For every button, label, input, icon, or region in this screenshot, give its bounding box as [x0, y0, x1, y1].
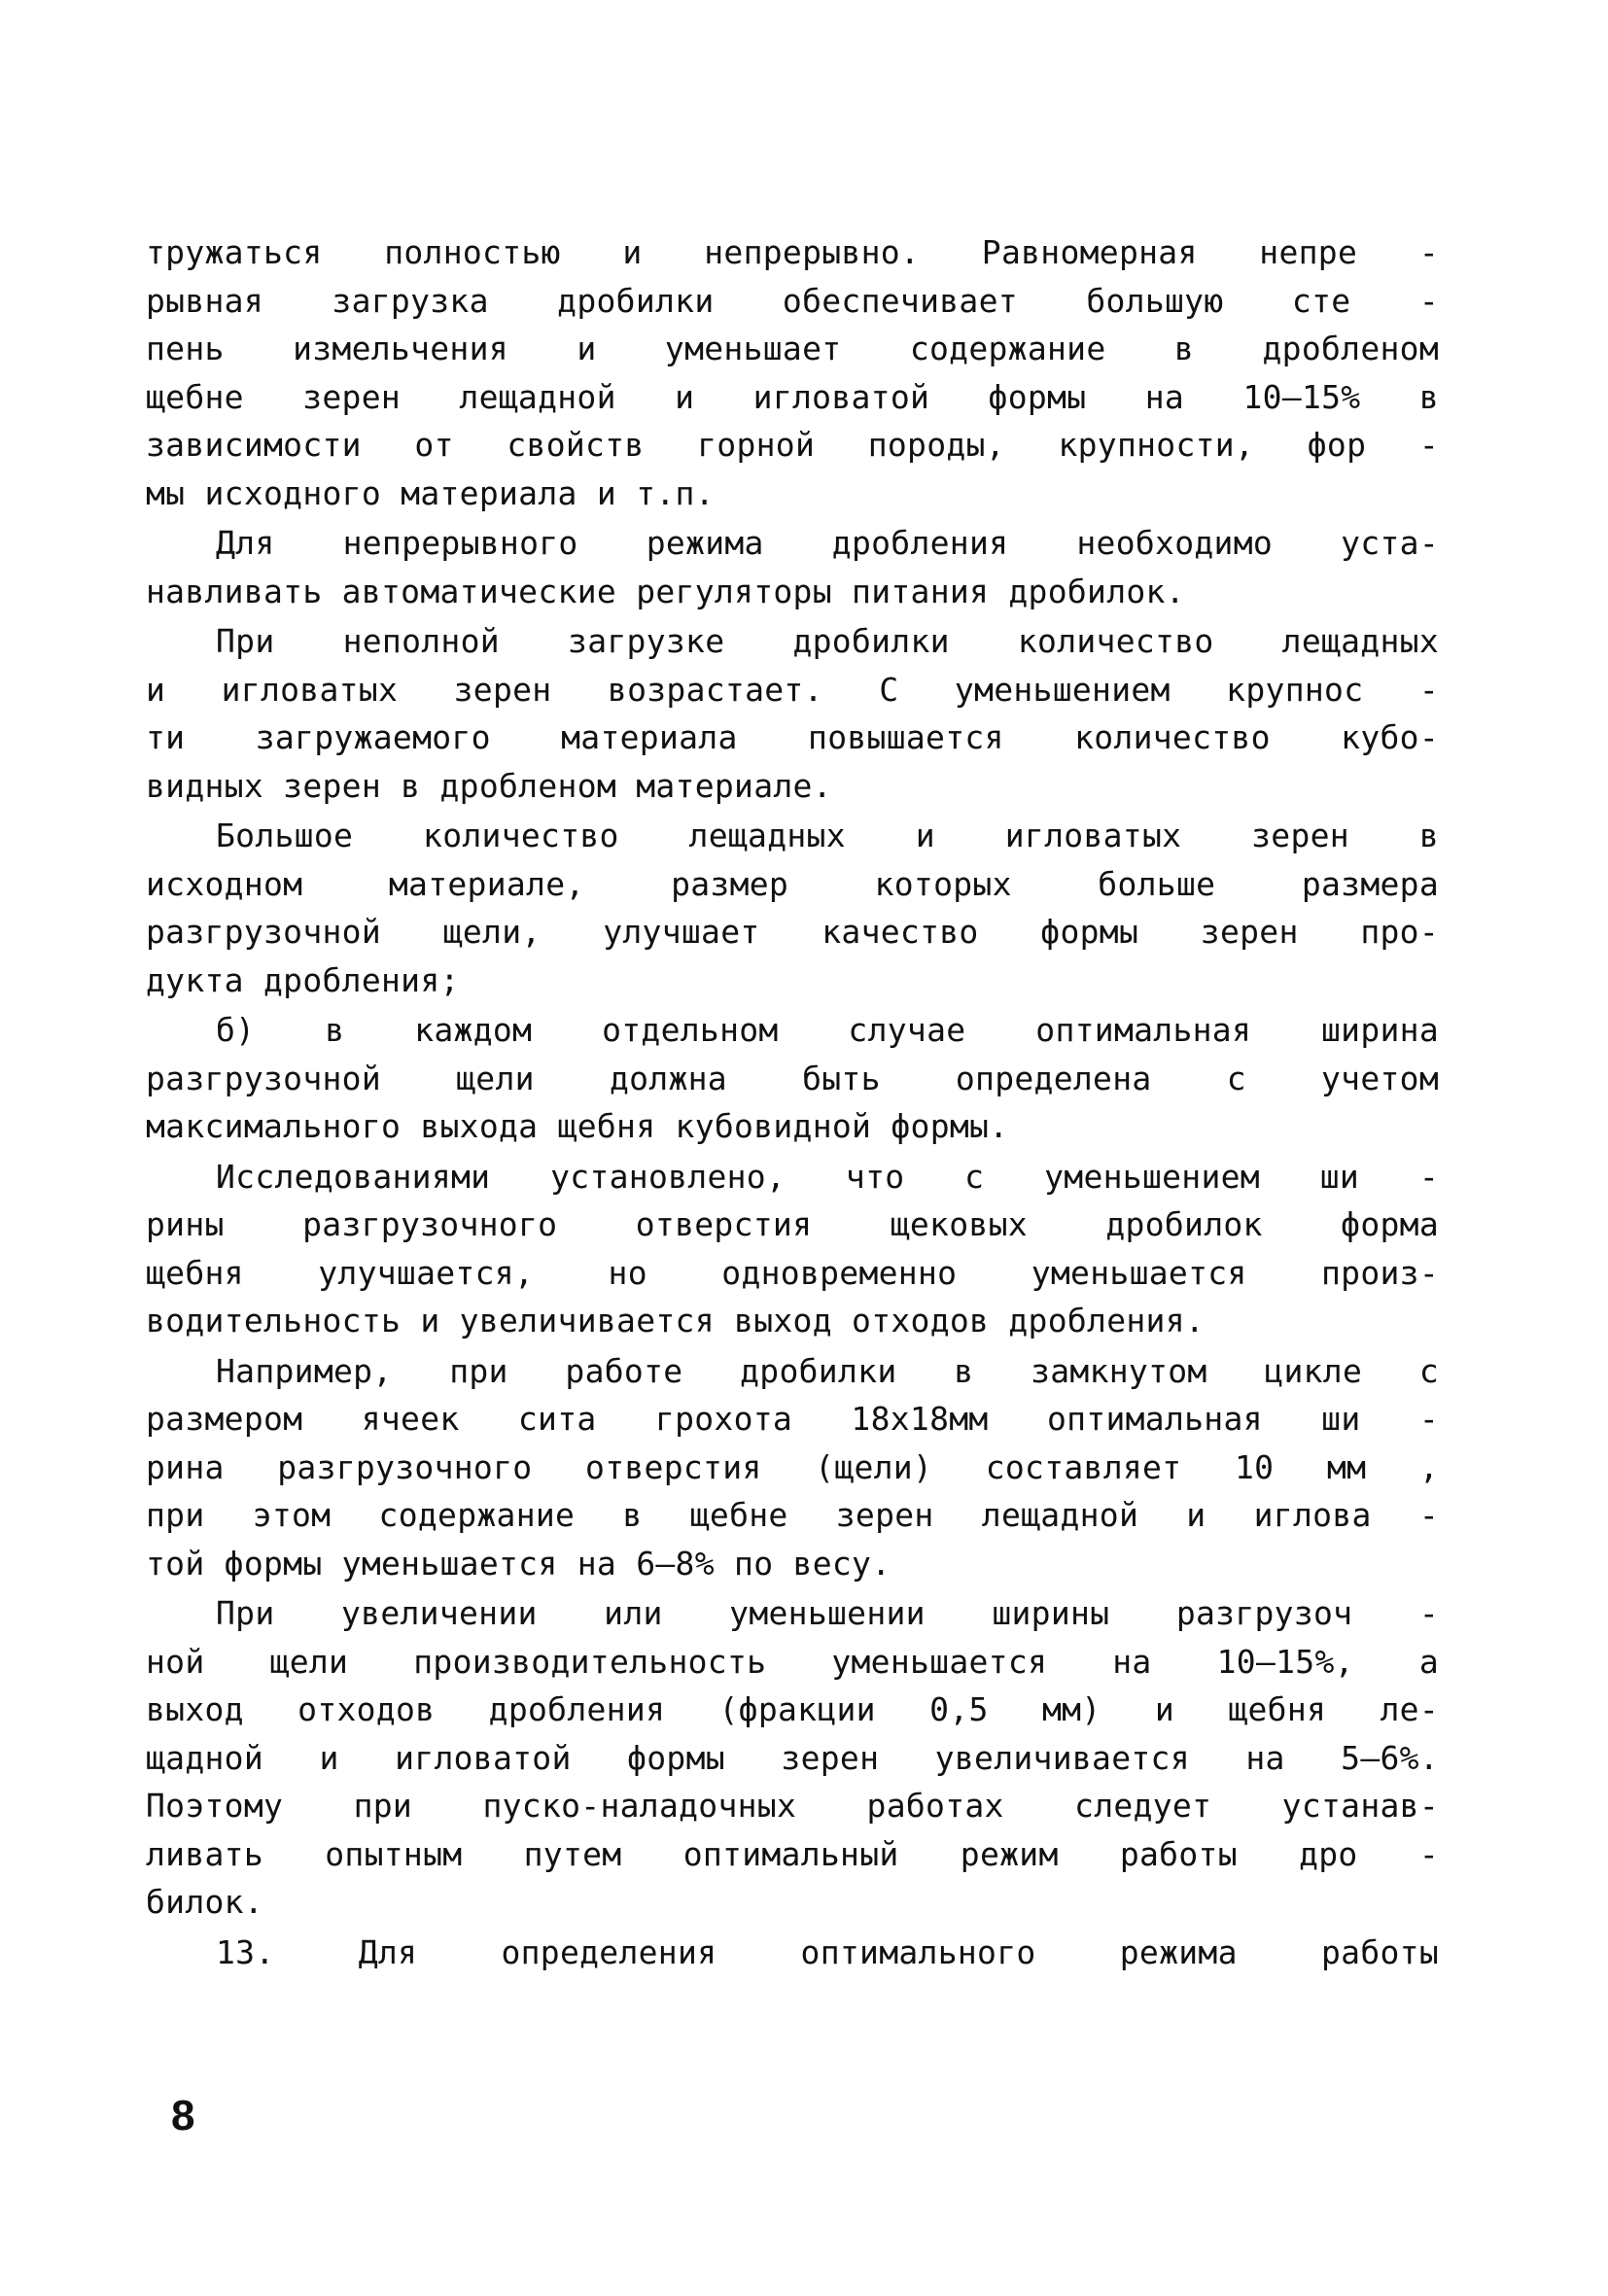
text-line: мы исходного материала и т.п.	[146, 473, 715, 512]
text-line: видных зерен в дробленом материале.	[146, 766, 832, 805]
text-line: Для непрерывного режима дробления необходимо уста-	[216, 524, 1439, 562]
page-number: 8	[171, 2092, 195, 2139]
text-line: 13. Для определения оптимального режима работы	[216, 1932, 1439, 1971]
text-line: при этом содержание в щебне зерен лещадной и иглова -	[146, 1496, 1439, 1534]
text-line: ной щели производительность уменьшается на 10–15%, а	[146, 1642, 1439, 1681]
text-line: Исследованиями установлено, что с уменьшением ши -	[216, 1157, 1439, 1196]
text-line: б) в каждом отдельном случае оптимальная ширина	[216, 1011, 1439, 1049]
text-line: рина разгрузочного отверстия (щели) составляет 10 мм ,	[146, 1447, 1439, 1486]
text-line: щадной и игловатой формы зерен увеличивается на 5–6%.	[146, 1738, 1439, 1777]
text-line: водительность и увеличивается выход отходов дробления.	[146, 1302, 1206, 1339]
text-line: ливать опытным путем оптимальный режим работы дро -	[146, 1834, 1439, 1873]
text-line: рины разгрузочного отверстия щековых дробилок форма	[146, 1205, 1439, 1243]
text-line: тружаться полностью и непрерывно. Равномерная непре -	[146, 233, 1439, 271]
text-line: Большое количество лещадных и игловатых зерен в	[216, 817, 1439, 854]
text-line: ти загружаемого материала повышается количество кубо-	[146, 718, 1439, 756]
text-line: зависимости от свойств горной породы, крупности, фор -	[146, 426, 1439, 464]
text-line: той формы уменьшается на 6–8% по весу.	[146, 1544, 891, 1583]
text-line: При неполной загрузке дробилки количество лещадных	[216, 622, 1439, 660]
text-line: навливать автоматические регуляторы питания дробилок.	[146, 572, 1185, 610]
text-line: билок.	[146, 1883, 264, 1921]
document-body	[146, 228, 1439, 1976]
text-line: размером ячеек сита грохота 18х18мм оптимальная ши -	[146, 1400, 1439, 1438]
text-line: дукта дробления;	[146, 960, 460, 999]
text-line: рывная загрузка дробилки обеспечивает большую сте -	[146, 281, 1439, 320]
text-line: разгрузочной щели, улучшает качество формы зерен про-	[146, 913, 1439, 951]
text-line: разгрузочной щели должна быть определена с учетом	[146, 1059, 1439, 1097]
text-line: и игловатых зерен возрастает. С уменьшением крупнос -	[146, 670, 1439, 709]
text-line: исходном материале, размер которых больше размера	[146, 864, 1439, 903]
text-line: Например, при работе дробилки в замкнутом цикле с	[216, 1351, 1439, 1390]
text-line: При увеличении или уменьшении ширины разгрузоч -	[216, 1594, 1439, 1632]
text-line: щебне зерен лещадной и игловатой формы на 10–15% в	[146, 377, 1439, 416]
text-line: пень измельчения и уменьшает содержание в дробленом	[146, 330, 1439, 367]
text-line: Поэтому при пуско-наладочных работах следует устанав-	[146, 1787, 1439, 1825]
text-line: выход отходов дробления (фракции 0,5 мм) и щебня ле-	[146, 1690, 1439, 1728]
text-line: максимального выхода щебня кубовидной формы.	[146, 1107, 1009, 1145]
text-line: щебня улучшается, но одновременно уменьшается произ-	[146, 1253, 1439, 1292]
